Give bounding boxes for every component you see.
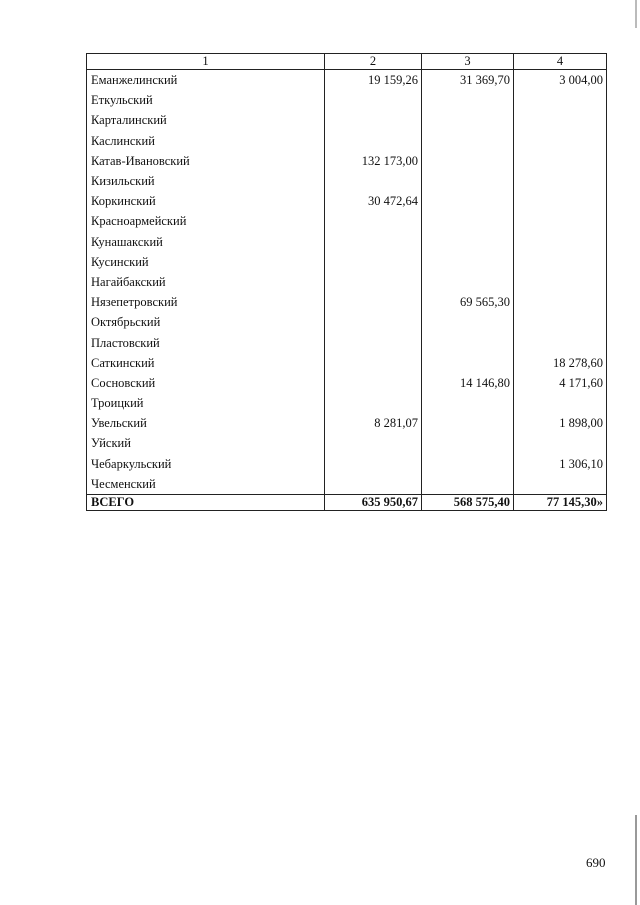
value-cell: 4 171,60 (514, 373, 607, 393)
data-table-container (86, 53, 606, 511)
value-cell (422, 171, 514, 191)
value-cell (514, 191, 607, 211)
value-cell (514, 312, 607, 332)
table-body (87, 70, 607, 495)
district-name-cell: Каслинский (87, 131, 325, 151)
table-row (87, 191, 607, 211)
value-cell: 1 898,00 (514, 413, 607, 433)
value-cell (514, 252, 607, 272)
table-row (87, 90, 607, 110)
district-name-cell: Еткульский (87, 90, 325, 110)
value-cell (325, 211, 422, 231)
value-cell (514, 131, 607, 151)
value-cell (422, 332, 514, 352)
district-name-cell: Кусинский (87, 252, 325, 272)
value-cell (422, 454, 514, 474)
district-name-cell: Уйский (87, 433, 325, 453)
value-cell (514, 292, 607, 312)
value-cell: 30 472,64 (325, 191, 422, 211)
district-name-cell: Троицкий (87, 393, 325, 413)
value-cell (514, 90, 607, 110)
value-cell (422, 211, 514, 231)
district-name-cell: Кизильский (87, 171, 325, 191)
table-row (87, 454, 607, 474)
scan-edge-mark (635, 815, 637, 905)
table-row (87, 252, 607, 272)
district-name-cell: Карталинский (87, 110, 325, 130)
district-name-cell: Еманжелинский (87, 70, 325, 91)
table-row (87, 413, 607, 433)
value-cell (325, 131, 422, 151)
scan-edge-mark (635, 0, 637, 28)
page-number: 690 (586, 855, 606, 870)
district-name-cell: Чебаркульский (87, 454, 325, 474)
value-cell (514, 211, 607, 231)
column-header: 4 (514, 54, 607, 70)
data-table (86, 53, 607, 511)
value-cell (514, 474, 607, 495)
value-cell: 18 278,60 (514, 353, 607, 373)
value-cell (514, 272, 607, 292)
value-cell (422, 272, 514, 292)
value-cell (325, 393, 422, 413)
district-name-cell: Сосновский (87, 373, 325, 393)
district-name-cell: Октябрьский (87, 312, 325, 332)
value-cell (325, 110, 422, 130)
value-cell (422, 393, 514, 413)
table-row (87, 171, 607, 191)
table-row (87, 332, 607, 352)
value-cell (422, 252, 514, 272)
value-cell (325, 474, 422, 495)
value-cell (514, 433, 607, 453)
column-header: 2 (325, 54, 422, 70)
total-cell: 635 950,67 (325, 494, 422, 510)
district-name-cell: Саткинский (87, 353, 325, 373)
value-cell (325, 332, 422, 352)
value-cell (514, 171, 607, 191)
value-cell (422, 232, 514, 252)
table-row (87, 131, 607, 151)
total-cell: 568 575,40 (422, 494, 514, 510)
table-row (87, 110, 607, 130)
value-cell (325, 454, 422, 474)
table-row (87, 232, 607, 252)
table-row (87, 433, 607, 453)
table-row (87, 353, 607, 373)
district-name-cell: Нагайбакский (87, 272, 325, 292)
value-cell (422, 312, 514, 332)
value-cell (325, 232, 422, 252)
value-cell (325, 373, 422, 393)
district-name-cell: Красноармейский (87, 211, 325, 231)
total-label: ВСЕГО (87, 494, 325, 510)
table-header-row (87, 54, 607, 70)
table-row (87, 474, 607, 495)
value-cell (325, 353, 422, 373)
value-cell: 31 369,70 (422, 70, 514, 91)
total-row (87, 494, 607, 510)
value-cell (325, 292, 422, 312)
table-row (87, 272, 607, 292)
value-cell (325, 171, 422, 191)
value-cell: 1 306,10 (514, 454, 607, 474)
value-cell (514, 393, 607, 413)
table-row (87, 151, 607, 171)
value-cell: 3 004,00 (514, 70, 607, 91)
value-cell (325, 272, 422, 292)
value-cell (422, 413, 514, 433)
table-row (87, 292, 607, 312)
table-row (87, 393, 607, 413)
district-name-cell: Кунашакский (87, 232, 325, 252)
value-cell: 8 281,07 (325, 413, 422, 433)
value-cell (325, 433, 422, 453)
table-row (87, 312, 607, 332)
table-row (87, 70, 607, 91)
value-cell (422, 474, 514, 495)
district-name-cell: Чесменский (87, 474, 325, 495)
district-name-cell: Нязепетровский (87, 292, 325, 312)
value-cell (514, 110, 607, 130)
value-cell: 132 173,00 (325, 151, 422, 171)
district-name-cell: Увельский (87, 413, 325, 433)
value-cell (514, 332, 607, 352)
value-cell (422, 90, 514, 110)
district-name-cell: Коркинский (87, 191, 325, 211)
district-name-cell: Пластовский (87, 332, 325, 352)
table-row (87, 211, 607, 231)
value-cell (514, 232, 607, 252)
value-cell (422, 151, 514, 171)
value-cell (422, 433, 514, 453)
column-header: 3 (422, 54, 514, 70)
value-cell (422, 131, 514, 151)
value-cell (514, 151, 607, 171)
column-header: 1 (87, 54, 325, 70)
value-cell: 14 146,80 (422, 373, 514, 393)
value-cell (325, 90, 422, 110)
value-cell (422, 191, 514, 211)
value-cell (422, 353, 514, 373)
value-cell (325, 252, 422, 272)
district-name-cell: Катав-Ивановский (87, 151, 325, 171)
table-row (87, 373, 607, 393)
value-cell (325, 312, 422, 332)
value-cell: 69 565,30 (422, 292, 514, 312)
value-cell (422, 110, 514, 130)
value-cell: 19 159,26 (325, 70, 422, 91)
total-cell: 77 145,30» (514, 494, 607, 510)
